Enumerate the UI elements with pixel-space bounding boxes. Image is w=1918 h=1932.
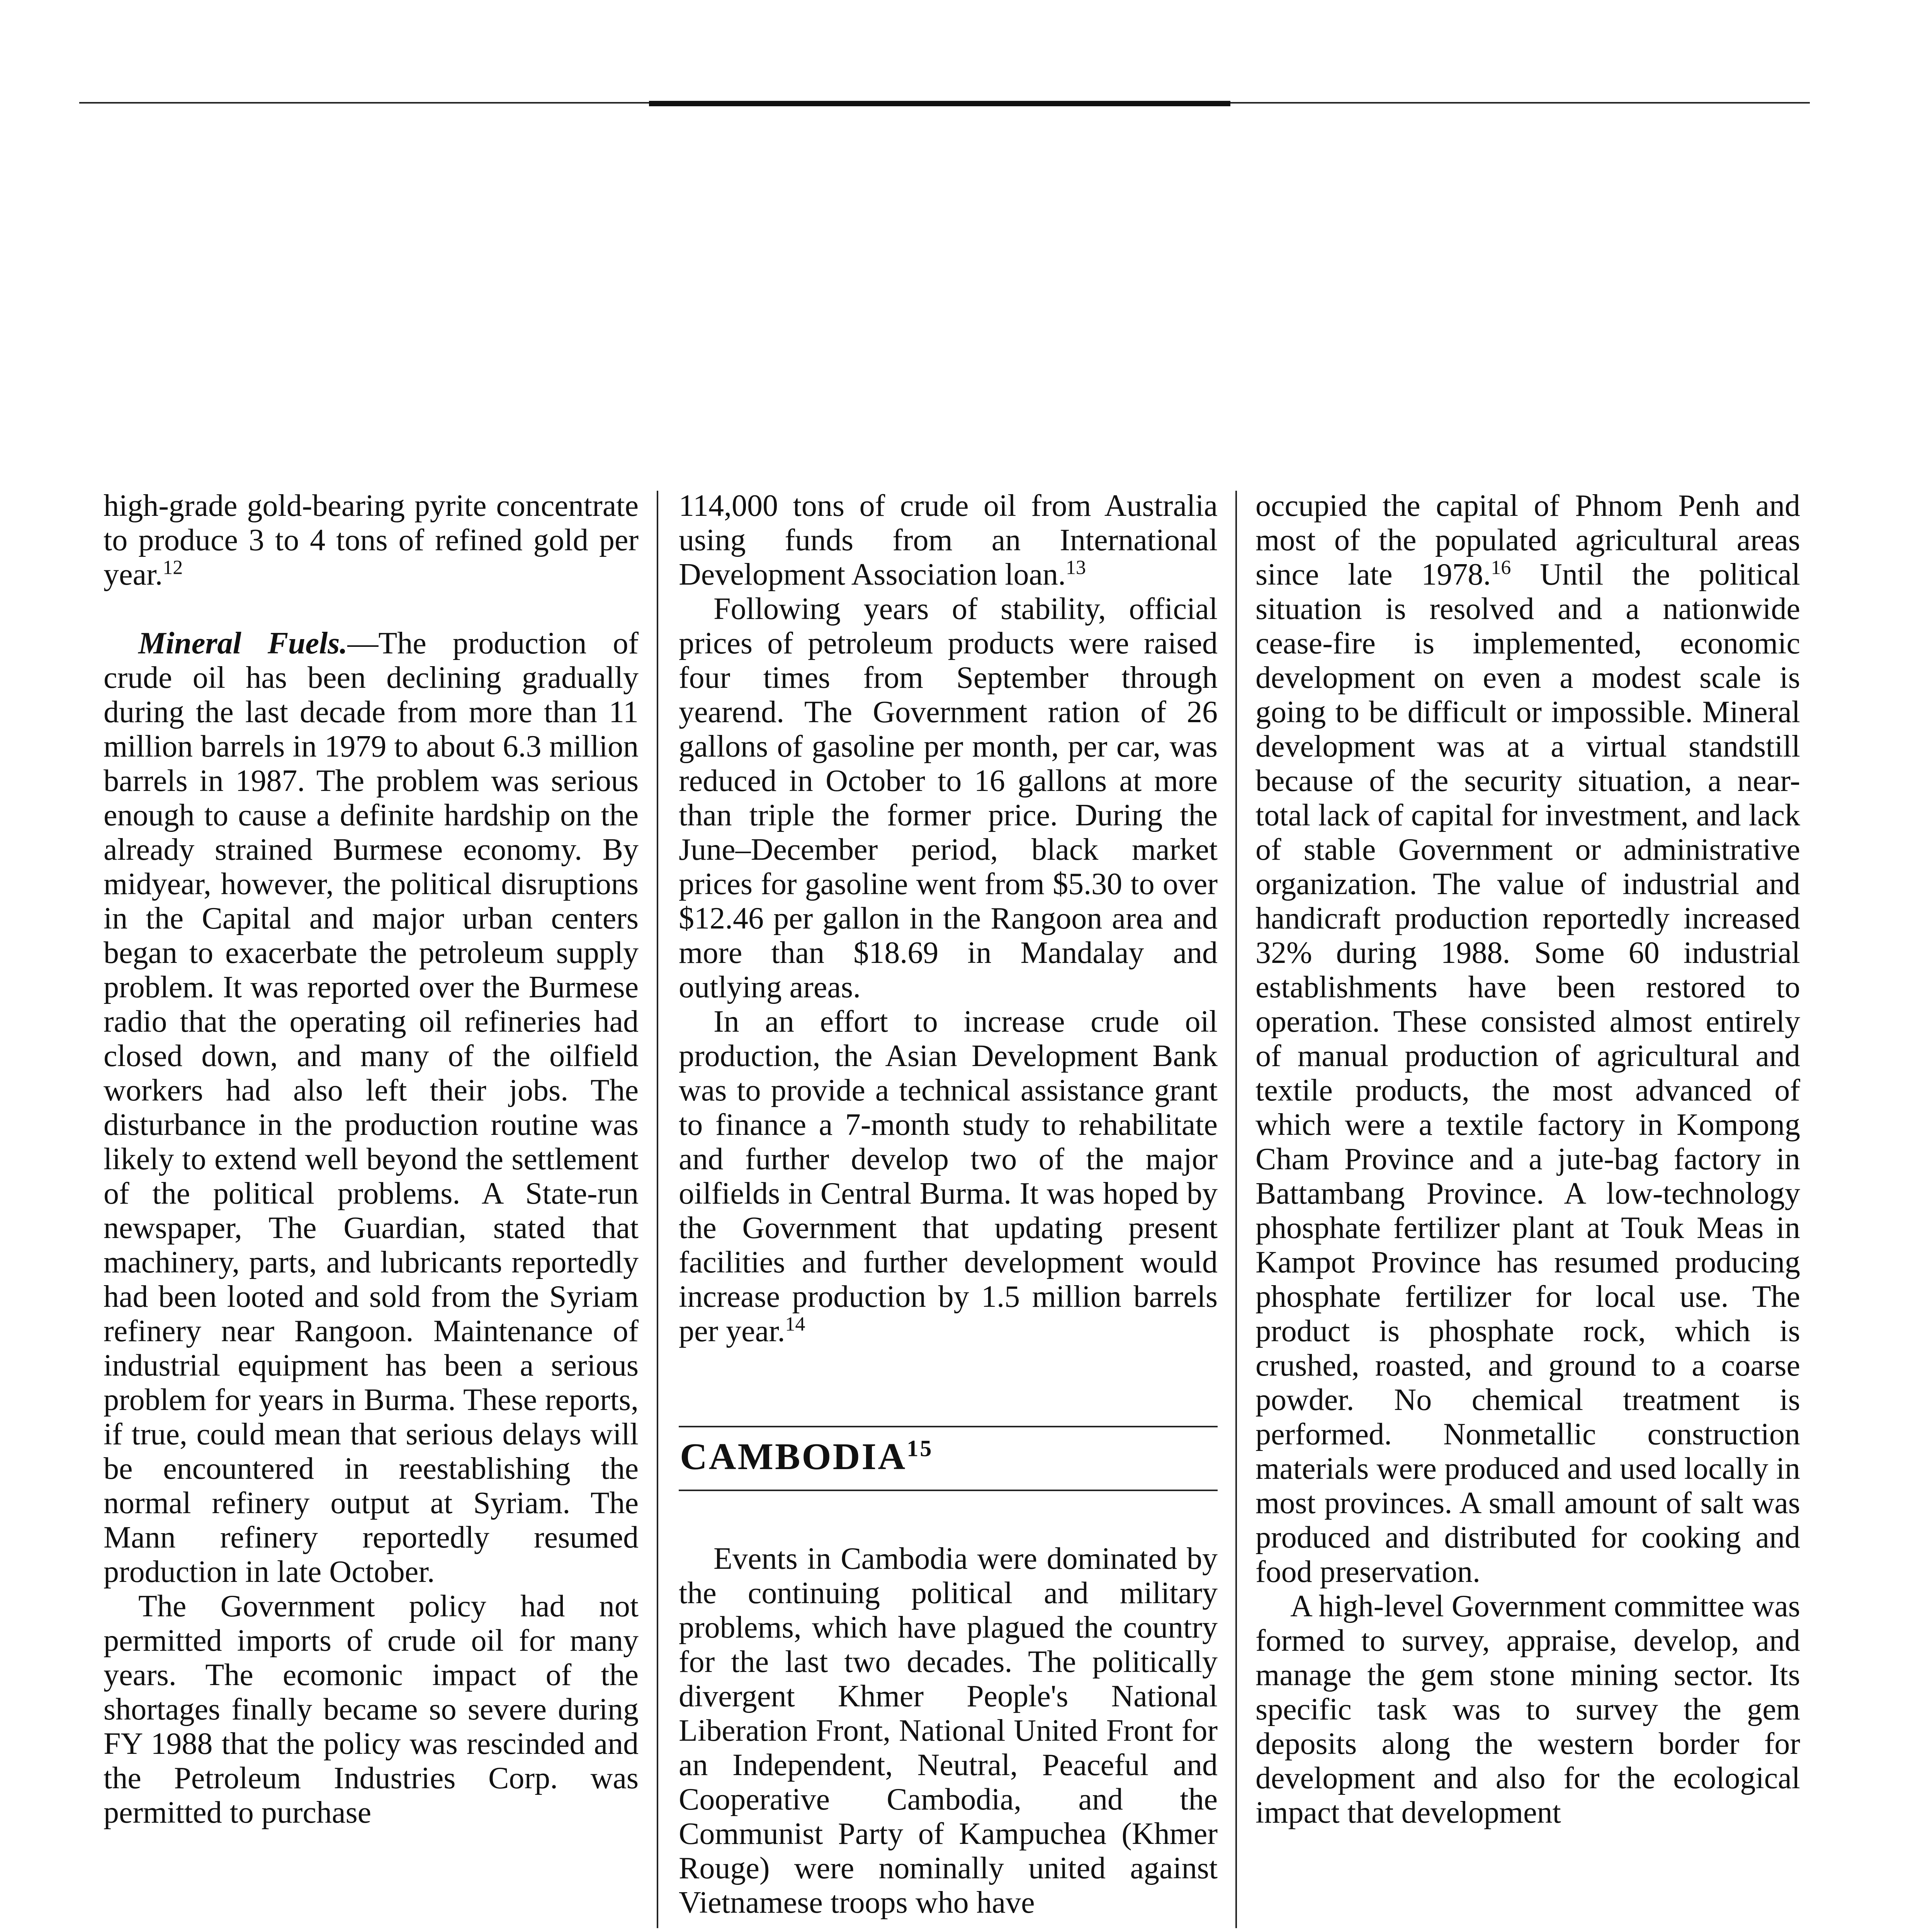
run-in-heading: Mineral Fuels. [138,626,348,660]
top-rule-accent [649,101,1230,106]
paragraph: In an effort to increase crude oil production, the Asian Development Bank was to provide a technical assistance grant to finance a 7-month study to rehabilitate and further develop two of the major oilfields in Central Burma. It was hoped by the Government that updating present facilities and further development would increase production by 1.5 million barrels per year.$^{14}$ [679,1005,1218,1348]
paragraph: high-grade gold-bearing pyrite concentrate to produce 3 to 4 tons of refined gold per year.$^{12}$ [104,489,639,592]
text-column-1 [104,489,639,1830]
paragraph: Following years of stability, official prices of petroleum products were raised four times from September through yearend. The Government ration of 26 gallons of gasoline per month, per car, was reduced in October to 16 gallons at more than triple the former price. During the June–December period, black market prices for gasoline went from $5.30 to over $12.46 per gallon in the Rangoon area and more than $18.69 in Mandalay and outlying areas. [679,592,1218,1004]
paragraph: occupied the capital of Phnom Penh and most of the populated agricultural areas since late 1978.16 Until the political situation is resolved and a nationwide cease-fire is implemented, economic development on even a modest scale is going to be difficult or impossible. Mineral development was at a virtual standstill because of the security situation, a near-total lack of capital for investment, and lack of stable Government or administrative organization. The value of industrial and handicraft production reportedly increased 32% during 1988. Some 60 industrial establishments have been restored to operation. These consisted almost entirely of manual production of agricultural and textile products, the most advanced of which were a textile factory in Kompong Cham Province and a jute-bag factory in Battambang Province. A low-technology phosphate fertilizer plant at Touk Meas in Kampot Province has resumed producing phosphate fertilizer for local use. The product is phosphate rock, which is crushed, roasted, and ground to a coarse powder. No chemical treatment is performed. Nonmetallic construction materials were produced and used locally in most provinces. A small amount of salt was produced and distributed for cooking and food preservation. [1255,489,1800,1589]
column-divider [657,491,658,1928]
paragraph: Events in Cambodia were dominated by the continuing political and military problems, which have plagued the country for the last two decades. The politically divergent Khmer People's National Liberation Front, National United Front for an Independent, Neutral, Peaceful and Cooperative Cambodia, and the Communist Party of Kampuchea (Khmer Rouge) were nominally united against Vietnamese troops who have [679,1542,1218,1920]
section-heading: CAMBODIA$^{15}$ [680,1435,933,1478]
text-column-2 [679,489,1218,1920]
paragraph: 114,000 tons of crude oil from Australia using funds from an International Development Association loan.$^{13}$ [679,489,1218,592]
text-column-3 [1255,489,1800,1830]
paragraph: The Government policy had not permitted imports of crude oil for many years. The ecomonic impact of the shortages finally became so severe during FY 1988 that the policy was rescinded and the Petroleum Industries Corp. was permitted to purchase [104,1589,639,1830]
section-rule [679,1426,1218,1427]
column-divider [1235,491,1237,1928]
paragraph: Mineral Fuels.—The production of crude oil has been declining gradually during the last decade from more than 11 million barrels in 1979 to about 6.3 million barrels in 1987. The problem was serious enough to cause a definite hardship on the already strained Burmese economy. By midyear, however, the political disruptions in the Capital and major urban centers began to exacerbate the petroleum supply problem. It was reported over the Burmese radio that the operating oil refineries had closed down, and many of the oilfield workers had also left their jobs. The disturbance in the production routine was likely to extend well beyond the settlement of the political problems. A State-run newspaper, The Guardian, stated that machinery, parts, and lubricants reportedly had been looted and sold from the Syriam refinery near Rangoon. Maintenance of industrial equipment has been a serious problem for years in Burma. These reports, if true, could mean that serious delays will be encountered in reestablishing the normal refinery output at Syriam. The Mann refinery reportedly resumed production in late October. [104,626,639,1589]
paragraph: A high-level Government committee was formed to survey, appraise, develop, and manage the gem stone mining sector. Its specific task was to survey the gem deposits along the western border for development and also for the ecological impact that development [1255,1589,1800,1830]
section-rule [679,1490,1218,1491]
